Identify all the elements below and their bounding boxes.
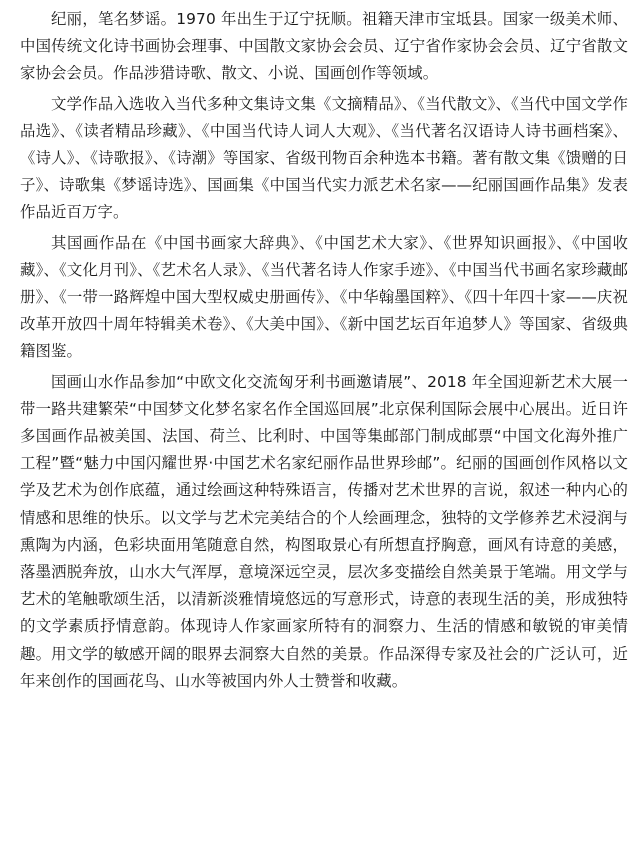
paragraph-literary-works: 文学作品入选收入当代多种文集诗文集《文摘精品》、《当代散文》、《当代中国文学作品选》、《读者精品珍藏》、《中国当代诗人词人大观》、《当代著名汉语诗人诗书画档案》、《诗人》、《诗歌报》、《诗潮》等国家、省级刊物百余种选本书籍。著有散文集《馈赠的日子》、诗歌集《梦谣诗选》、国画集《中国当代实力派艺术名家——纪丽国画作品集》发表作品近百万字。 <box>20 94 628 222</box>
paragraph-painting-publications: 其国画作品在《中国书画家大辞典》、《中国艺术大家》、《世界知识画报》、《中国收藏》、《文化月刊》、《艺术名人录》、《当代著名诗人作家手迹》、《中国当代书画名家珍藏邮册》、《一带一路辉煌中国大型权威史册画传》、《中华翰墨国粹》、《四十年四十家——庆祝改革开放四十周年特辑美术卷》、《大美中国》、《新中国艺坛百年追梦人》等国家、省级典籍图鉴。 <box>20 233 628 361</box>
article-body <box>20 6 628 695</box>
paragraph-biography: 纪丽，笔名梦谣。1970 年出生于辽宁抚顺。祖籍天津市宝坻县。国家一级美术师、中国传统文化诗书画协会理事、中国散文家协会会员、辽宁省作家协会会员、辽宁省散文家协会会员。作品涉猎诗歌、散文、小说、国画创作等领域。 <box>20 10 628 83</box>
paragraph-exhibitions-and-style: 国画山水作品参加“中欧文化交流匈牙利书画邀请展”、2018 年全国迎新艺术大展一带一路共建繁荣“中国梦文化梦名家名作全国巡回展”北京保利国际会展中心展出。近日许多国画作品被美国、法国、荷兰、比利时、中国等集邮部门制成邮票“中国文化海外推广工程”暨“魅力中国闪耀世界·中国艺术名家纪丽作品世界珍邮”。纪丽的国画创作风格以文学及艺术为创作底蕴，通过绘画这种特殊语言，传播对艺术世界的言说，叙述一种内心的情感和思维的快乐。以文学与艺术完美结合的个人绘画理念，独特的文学修养艺术浸润与熏陶为内涵，色彩块面用笔随意自然，构图取景心有所想直抒胸意，画风有诗意的美感，落墨洒脱奔放，山水大气浑厚，意境深远空灵，层次多变描绘自然美景于笔端。用文学与艺术的笔触歌颂生活，以清新淡雅情境悠远的写意形式，诗意的表现生活的美，形成独特的文学素质抒情意韵。体现诗人作家画家所特有的洞察力、生活的情感和敏锐的审美情趣。用文学的敏感开阔的眼界去洞察大自然的美景。作品深得专家及社会的广泛认可，近年来创作的国画花鸟、山水等被国内外人士赞誉和收藏。 <box>20 372 628 690</box>
